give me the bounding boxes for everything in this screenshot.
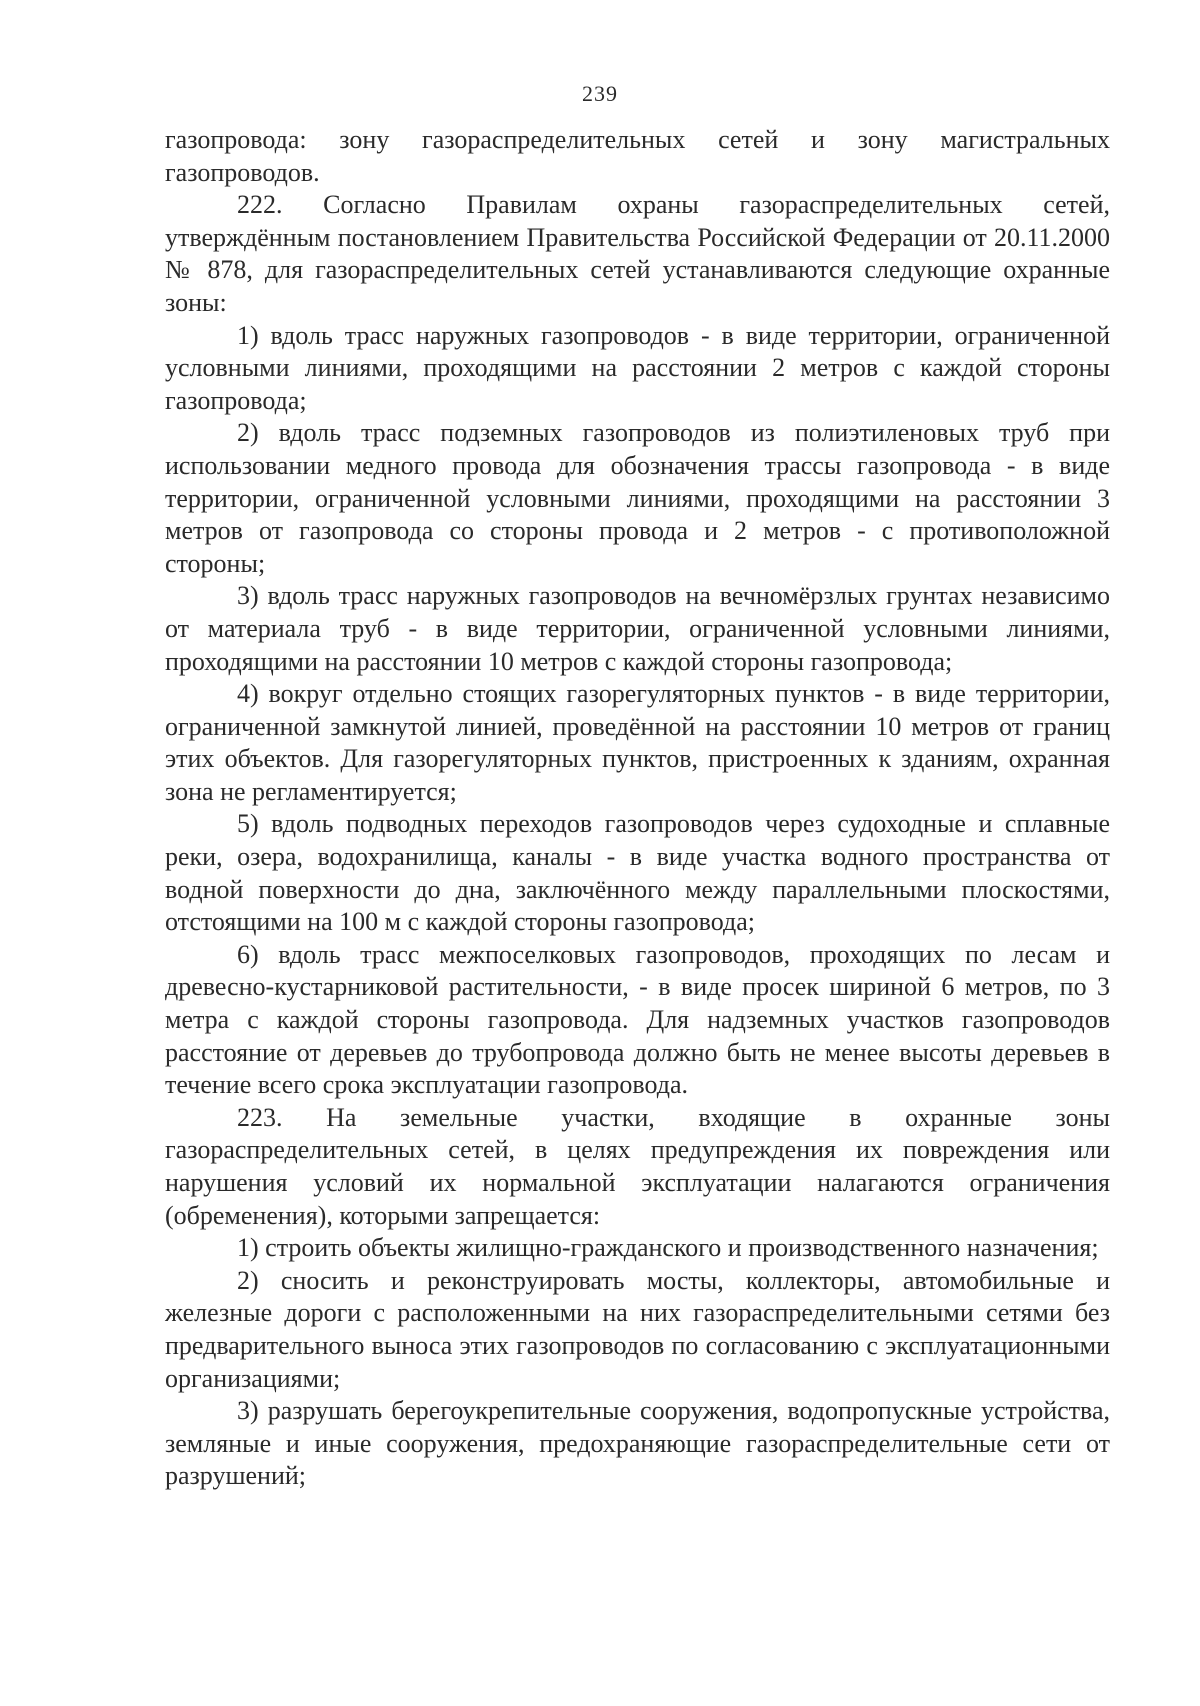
page-number: 239: [582, 81, 618, 106]
list-item-222-2: 2) вдоль трасс подземных газопроводов из полиэтиленовых труб при использовании медного провода для обозначения трассы газопровода - в виде территории, ограниченной условными линиями, проходящими на расстоянии 3 метров от газопровода со стороны провода и 2 метров - с противоположной стороны;: [165, 418, 1110, 578]
document-body: [165, 124, 1110, 1493]
list-item-222-3: 3) вдоль трасс наружных газопроводов на вечномёрзлых грунтах независимо от материала труб - в виде территории, ограниченной условными линиями, проходящими на расстоянии 10 метров с каждой стороны газопровода;: [165, 581, 1110, 676]
list-item-222-6: 6) вдоль трасс межпоселковых газопроводов, проходящих по лесам и древесно-кустарниковой растительности, - в виде просек шириной 6 метров, по 3 метра с каждой стороны газопровода. Для надземных участков газопроводов расстояние от деревьев до трубопровода должно быть не менее высоты деревьев в течение всего срока эксплуатации газопровода.: [165, 939, 1110, 1100]
list-item-222-5: 5) вдоль подводных переходов газопроводов через судоходные и сплавные реки, озера, водохранилища, каналы - в виде участка водного пространства от водной поверхности до дна, заключённого между параллельными плоскостями, отстоящими на 100 м с каждой стороны газопровода;: [165, 809, 1110, 937]
paragraph-223: 223. На земельные участки, входящие в охранные зоны газораспределительных сетей, в целях предупреждения их повреждения или нарушения условий их нормальной эксплуатации налагаются ограничения (обременения), которыми запрещается:: [165, 1102, 1110, 1230]
list-item-223-2: 2) сносить и реконструировать мосты, коллекторы, автомобильные и железные дороги с расположенными на них газораспределительными сетями без предварительного выноса этих газопроводов по согласованию с эксплуатационными организациями;: [165, 1265, 1110, 1393]
list-item-222-4: 4) вокруг отдельно стоящих газорегуляторных пунктов - в виде территории, ограниченной замкнутой линией, проведённой на расстоянии 10 метров от границ этих объектов. Для газорегуляторных пунктов, пристроенных к зданиям, охранная зона не регламентируется;: [165, 679, 1110, 806]
paragraph-222: 222. Согласно Правилам охраны газораспределительных сетей, утверждённым постановлением Правительства Российской Федерации от 20.11.2000 № 878, для газораспределительных сетей устанавливаются следующие охранные зоны:: [165, 190, 1110, 317]
list-item-222-1: 1) вдоль трасс наружных газопроводов - в виде территории, ограниченной условными линиями, проходящими на расстоянии 2 метров с каждой стороны газопровода;: [165, 320, 1110, 415]
list-item-223-1: 1) строить объекты жилищно-гражданского и производственного назначения;: [237, 1233, 1099, 1263]
paragraph-continuation: газопровода: зону газораспределительных сетей и зону магистральных газопроводов.: [165, 125, 1110, 187]
list-item-223-3: 3) разрушать берегоукрепительные сооружения, водопропускные устройства, земляные и иные сооружения, предохраняющие газораспределительные сети от разрушений;: [165, 1396, 1110, 1491]
